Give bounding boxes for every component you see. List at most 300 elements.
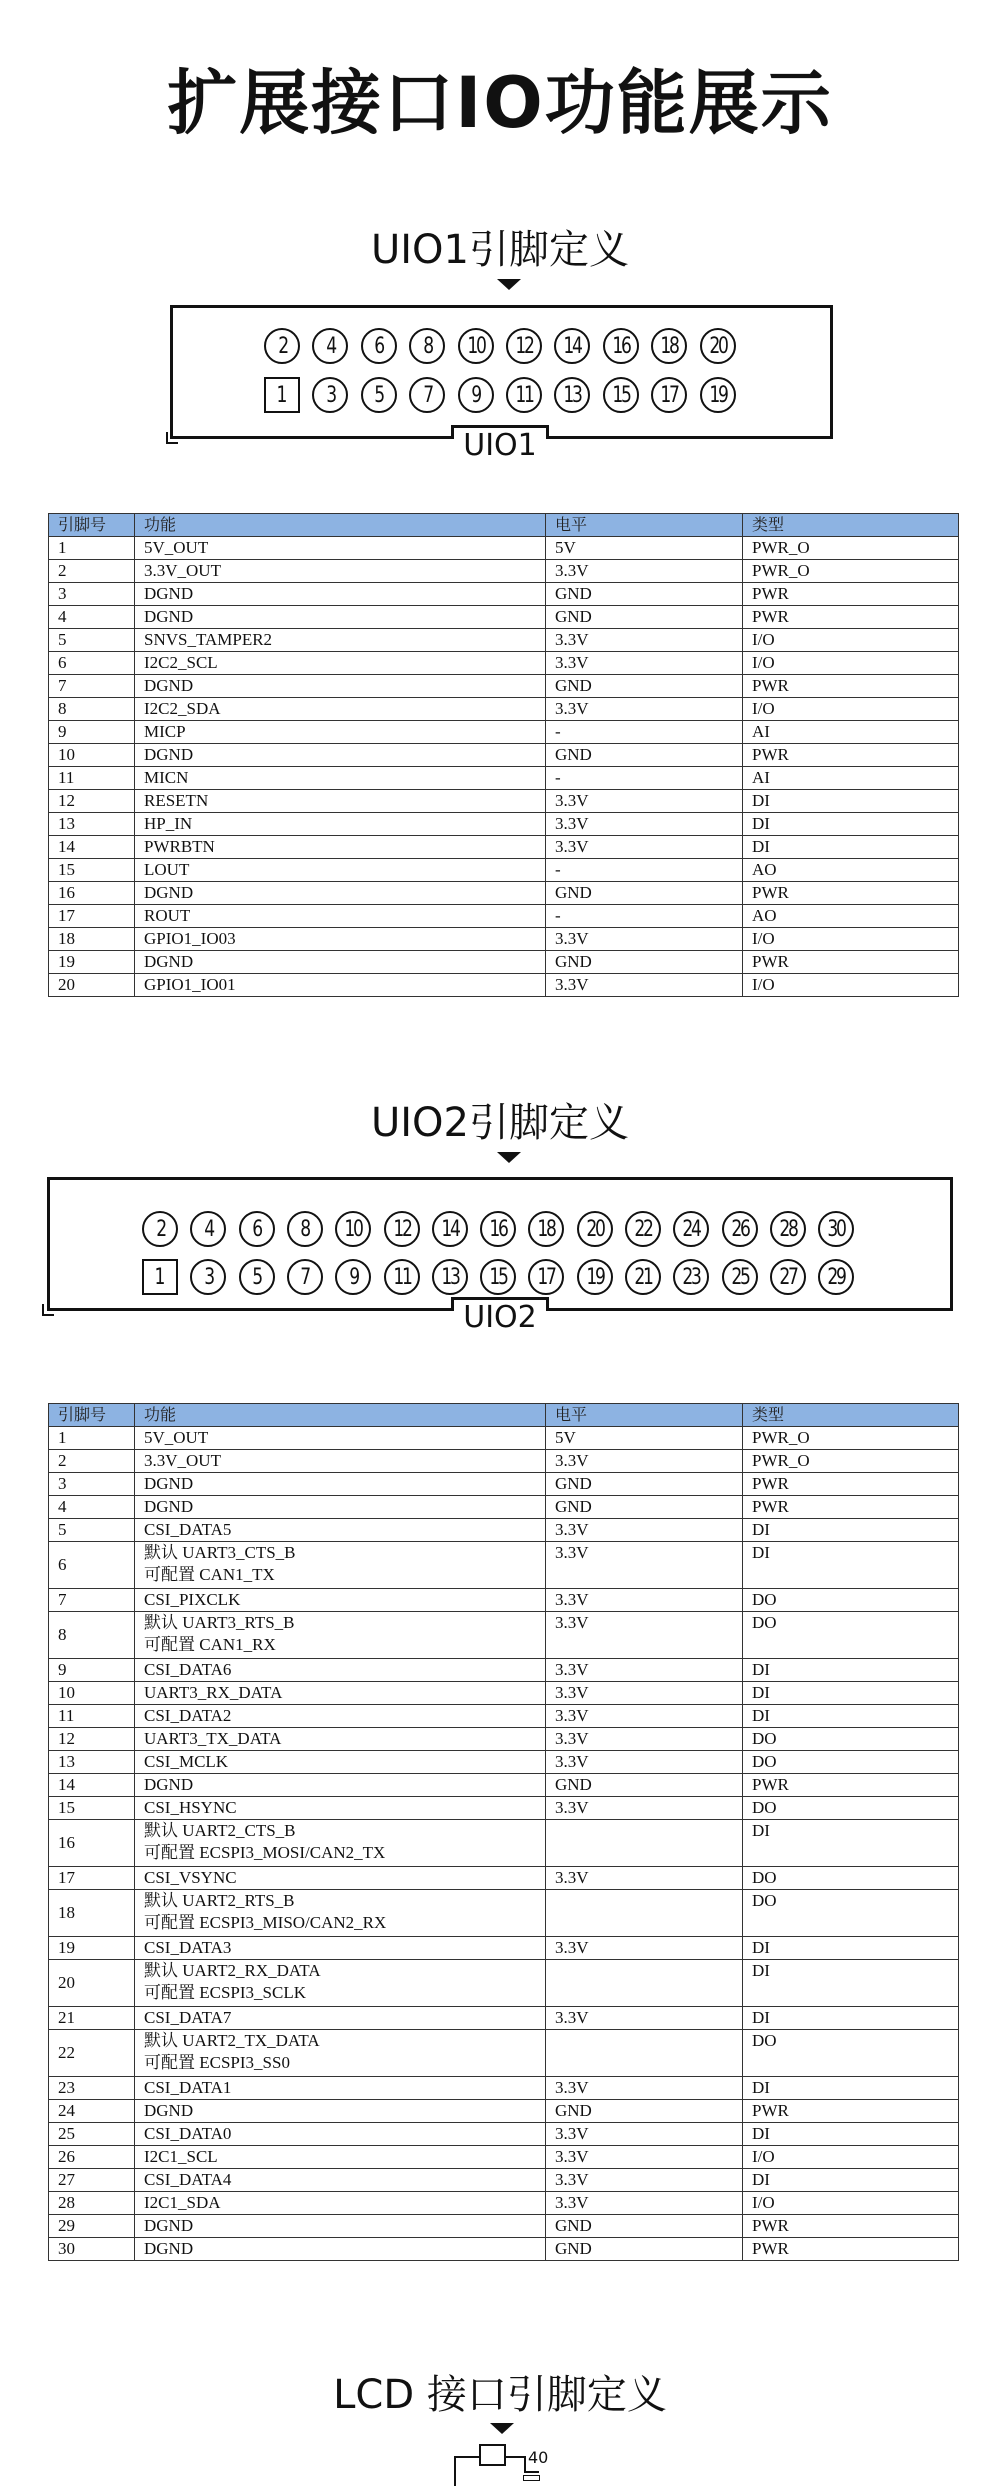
- function-line: 3.3V_OUT: [144, 561, 221, 580]
- function-line: CSI_DATA3: [144, 1938, 232, 1957]
- pin-number: 15: [489, 1264, 507, 1290]
- cell-type: AO: [743, 905, 959, 928]
- table-row: [49, 905, 959, 928]
- cell-pin-number: 2: [49, 1450, 135, 1473]
- cell-pin-number: 18: [49, 928, 135, 951]
- cell-type: I/O: [743, 2192, 959, 2215]
- cell-type: DO: [743, 1589, 959, 1612]
- function-line: DGND: [144, 584, 194, 603]
- cell-function: [135, 744, 546, 767]
- function-line: 可配置 ECSPI3_MISO/CAN2_RX: [144, 1913, 387, 1932]
- uio1-section-title: UIO1引脚定义: [370, 227, 629, 273]
- uio1-connector-outline: [170, 305, 833, 439]
- function-line: DGND: [144, 2239, 194, 2258]
- cell-function: [135, 1797, 546, 1820]
- cell-type: DI: [743, 1519, 959, 1542]
- table-row: [49, 2238, 959, 2261]
- cell-level: 3.3V: [546, 790, 743, 813]
- table-row: [49, 721, 959, 744]
- cell-pin-number: 2: [49, 560, 135, 583]
- table-row: [49, 1751, 959, 1774]
- cell-pin-number: 19: [49, 951, 135, 974]
- cell-level: 3.3V: [546, 1867, 743, 1890]
- pin-number: 1: [276, 382, 288, 408]
- pin-6: [361, 328, 397, 364]
- table-row: [49, 1542, 959, 1589]
- pin-number: 2: [277, 333, 287, 359]
- table-row: [49, 813, 959, 836]
- cell-function: [135, 1890, 546, 1937]
- cell-pin-number: 6: [49, 652, 135, 675]
- table-row: [49, 790, 959, 813]
- pin-15: [480, 1259, 516, 1295]
- table-row: [49, 1774, 959, 1797]
- table-row: [49, 1450, 959, 1473]
- cell-type: DI: [743, 1705, 959, 1728]
- cell-pin-number: 17: [49, 1867, 135, 1890]
- pin-number: 5: [374, 382, 384, 408]
- cell-function: [135, 1751, 546, 1774]
- cell-pin-number: 16: [49, 882, 135, 905]
- pin-26: [722, 1211, 758, 1247]
- cell-type: PWR: [743, 1496, 959, 1519]
- pin-8: [409, 328, 445, 364]
- cell-level: [546, 1960, 743, 2007]
- table-row: [49, 2169, 959, 2192]
- table-row: [49, 2192, 959, 2215]
- function-line: CSI_HSYNC: [144, 1798, 237, 1817]
- cell-pin-number: 3: [49, 583, 135, 606]
- table-row: [49, 951, 959, 974]
- table-row: [49, 675, 959, 698]
- cell-pin-number: 16: [49, 1820, 135, 1867]
- cell-function: [135, 836, 546, 859]
- pin-number: 6: [252, 1216, 261, 1242]
- table-row: [49, 882, 959, 905]
- cell-function: [135, 2030, 546, 2077]
- pin-number: 10: [344, 1216, 362, 1242]
- function-line: PWRBTN: [144, 837, 215, 856]
- cell-pin-number: 9: [49, 1659, 135, 1682]
- lcd-outline-top-left: [454, 2456, 479, 2458]
- cell-type: DI: [743, 790, 959, 813]
- function-line: I2C1_SCL: [144, 2147, 218, 2166]
- function-line: MICN: [144, 768, 189, 787]
- pin-12: [384, 1211, 420, 1247]
- function-line: CSI_DATA4: [144, 2170, 232, 2189]
- cell-pin-number: 20: [49, 974, 135, 997]
- lcd-outline-top-right: [506, 2456, 525, 2458]
- pin-number: 22: [634, 1216, 652, 1242]
- cell-type: I/O: [743, 928, 959, 951]
- cell-function: [135, 2215, 546, 2238]
- function-line: CSI_DATA1: [144, 2078, 232, 2097]
- cell-level: GND: [546, 606, 743, 629]
- function-line: 3.3V_OUT: [144, 1451, 221, 1470]
- pin-10: [458, 328, 494, 364]
- cell-pin-number: 13: [49, 813, 135, 836]
- cell-function: [135, 928, 546, 951]
- function-line: CSI_DATA7: [144, 2008, 232, 2027]
- function-line: DGND: [144, 952, 194, 971]
- cell-type: DO: [743, 1797, 959, 1820]
- cell-pin-number: 5: [49, 629, 135, 652]
- cell-type: PWR: [743, 606, 959, 629]
- cell-pin-number: 27: [49, 2169, 135, 2192]
- cell-function: [135, 2007, 546, 2030]
- cell-function: [135, 2169, 546, 2192]
- cell-function: [135, 974, 546, 997]
- cell-level: 3.3V: [546, 1797, 743, 1820]
- lcd-key-box: [479, 2444, 506, 2466]
- cell-function: [135, 1519, 546, 1542]
- cell-type: DI: [743, 2077, 959, 2100]
- pin-19: [577, 1259, 613, 1295]
- cell-type: PWR: [743, 951, 959, 974]
- header-function: 功能: [135, 1404, 546, 1427]
- cell-pin-number: 14: [49, 836, 135, 859]
- pin-21: [625, 1259, 661, 1295]
- lcd-outline-step: [524, 2471, 539, 2473]
- table-row: [49, 2215, 959, 2238]
- pin-number: 5: [252, 1264, 261, 1290]
- cell-pin-number: 20: [49, 1960, 135, 2007]
- cell-type: DO: [743, 1867, 959, 1890]
- cell-function: [135, 2238, 546, 2261]
- function-line: 可配置 ECSPI3_MOSI/CAN2_TX: [144, 1843, 386, 1862]
- function-line: I2C1_SDA: [144, 2193, 221, 2212]
- cell-type: PWR: [743, 2215, 959, 2238]
- cell-type: PWR: [743, 1774, 959, 1797]
- pin-number: 20: [586, 1216, 604, 1242]
- pin-18: [651, 328, 687, 364]
- cell-level: 3.3V: [546, 1728, 743, 1751]
- pin-number: 29: [827, 1264, 845, 1290]
- function-line: 默认 UART2_RX_DATA: [144, 1961, 321, 1980]
- cell-pin-number: 25: [49, 2123, 135, 2146]
- pin-1: [142, 1259, 178, 1295]
- function-line: 默认 UART2_TX_DATA: [144, 2031, 320, 2050]
- pin-number: 3: [326, 382, 335, 408]
- cell-function: [135, 1820, 546, 1867]
- function-line: 可配置 ECSPI3_SS0: [144, 2053, 290, 2072]
- cell-level: -: [546, 767, 743, 790]
- cell-level: GND: [546, 1496, 743, 1519]
- table-row: [49, 2146, 959, 2169]
- pin-number: 14: [563, 333, 581, 359]
- cell-function: [135, 1682, 546, 1705]
- cell-level: GND: [546, 583, 743, 606]
- uio1-pin-table: [48, 513, 959, 997]
- cell-level: 3.3V: [546, 652, 743, 675]
- cell-level: [546, 1820, 743, 1867]
- function-line: 可配置 CAN1_TX: [144, 1565, 275, 1584]
- cell-function: [135, 859, 546, 882]
- cell-function: [135, 951, 546, 974]
- cell-level: 5V: [546, 1427, 743, 1450]
- cell-pin-number: 22: [49, 2030, 135, 2077]
- cell-type: PWR: [743, 2100, 959, 2123]
- table-row: [49, 928, 959, 951]
- function-line: CSI_DATA0: [144, 2124, 232, 2143]
- table-row: [49, 1496, 959, 1519]
- cell-type: PWR_O: [743, 537, 959, 560]
- function-line: 默认 UART3_CTS_B: [144, 1543, 296, 1562]
- cell-type: I/O: [743, 2146, 959, 2169]
- function-line: 默认 UART2_RTS_B: [144, 1891, 295, 1910]
- cell-type: DI: [743, 1820, 959, 1867]
- cell-pin-number: 11: [49, 767, 135, 790]
- pin-number: 19: [586, 1264, 604, 1290]
- cell-pin-number: 19: [49, 1937, 135, 1960]
- cell-level: 3.3V: [546, 1751, 743, 1774]
- table-row: [49, 1797, 959, 1820]
- pin-number: 28: [779, 1216, 797, 1242]
- cell-type: PWR_O: [743, 1427, 959, 1450]
- cell-pin-number: 18: [49, 1890, 135, 1937]
- cell-level: GND: [546, 2238, 743, 2261]
- cell-type: I/O: [743, 629, 959, 652]
- lcd-section-title: LCD 接口引脚定义: [333, 2372, 667, 2418]
- pin-number: 12: [392, 1216, 411, 1242]
- table-header-row: [49, 1404, 959, 1427]
- table-row: [49, 2007, 959, 2030]
- function-line: DGND: [144, 2101, 194, 2120]
- cell-function: [135, 767, 546, 790]
- cell-level: GND: [546, 2100, 743, 2123]
- cell-pin-number: 8: [49, 698, 135, 721]
- cell-function: [135, 790, 546, 813]
- function-line: CSI_DATA6: [144, 1660, 232, 1679]
- pin-2: [264, 328, 300, 364]
- cell-level: 3.3V: [546, 1612, 743, 1659]
- cell-function: [135, 1960, 546, 2007]
- table-row: [49, 1728, 959, 1751]
- cell-function: [135, 1496, 546, 1519]
- cell-pin-number: 6: [49, 1542, 135, 1589]
- function-line: CSI_VSYNC: [144, 1868, 237, 1887]
- pin-number: 1: [154, 1264, 166, 1290]
- cell-function: [135, 675, 546, 698]
- function-line: 5V_OUT: [144, 1428, 209, 1447]
- cell-type: I/O: [743, 698, 959, 721]
- cell-type: PWR: [743, 583, 959, 606]
- table-row: [49, 2077, 959, 2100]
- pin-13: [432, 1259, 468, 1295]
- cell-level: GND: [546, 951, 743, 974]
- cell-level: -: [546, 905, 743, 928]
- function-line: I2C2_SCL: [144, 653, 218, 672]
- cell-function: [135, 560, 546, 583]
- function-line: CSI_DATA2: [144, 1706, 232, 1725]
- table-row: [49, 2123, 959, 2146]
- header-function: 功能: [135, 514, 546, 537]
- cell-pin-number: 12: [49, 790, 135, 813]
- cell-type: PWR: [743, 744, 959, 767]
- table-row: [49, 1659, 959, 1682]
- cell-function: [135, 1427, 546, 1450]
- table-row: [49, 836, 959, 859]
- pin-19: [700, 377, 736, 413]
- header-level: 电平: [546, 1404, 743, 1427]
- pin-number: 16: [612, 333, 630, 359]
- cell-type: DO: [743, 1612, 959, 1659]
- cell-level: -: [546, 859, 743, 882]
- table-row: [49, 1612, 959, 1659]
- cell-level: 3.3V: [546, 2146, 743, 2169]
- cell-function: [135, 1867, 546, 1890]
- function-line: RESETN: [144, 791, 209, 810]
- cell-pin-number: 14: [49, 1774, 135, 1797]
- cell-type: DI: [743, 813, 959, 836]
- cell-pin-number: 1: [49, 537, 135, 560]
- cell-function: [135, 1659, 546, 1682]
- cell-function: [135, 1450, 546, 1473]
- function-line: DGND: [144, 745, 194, 764]
- cell-type: AO: [743, 859, 959, 882]
- pin-5: [361, 377, 397, 413]
- table-row: [49, 767, 959, 790]
- cell-function: [135, 606, 546, 629]
- cell-level: 3.3V: [546, 2192, 743, 2215]
- function-line: 5V_OUT: [144, 538, 209, 557]
- cell-function: [135, 1705, 546, 1728]
- cell-pin-number: 5: [49, 1519, 135, 1542]
- cell-pin-number: 23: [49, 2077, 135, 2100]
- pin-number: 13: [441, 1264, 459, 1290]
- cell-level: GND: [546, 744, 743, 767]
- table-row: [49, 629, 959, 652]
- pin-28: [770, 1211, 806, 1247]
- uio2-connector-label: UIO2: [463, 1300, 537, 1335]
- cell-level: 3.3V: [546, 1682, 743, 1705]
- cell-type: AI: [743, 721, 959, 744]
- function-line: I2C2_SDA: [144, 699, 221, 718]
- cell-type: DO: [743, 1751, 959, 1774]
- cell-level: 3.3V: [546, 698, 743, 721]
- function-line: CSI_PIXCLK: [144, 1590, 241, 1609]
- table-row: [49, 537, 959, 560]
- function-line: 默认 UART3_RTS_B: [144, 1613, 295, 1632]
- table-row: [49, 1705, 959, 1728]
- cell-level: [546, 2030, 743, 2077]
- pin-number: 3: [204, 1264, 213, 1290]
- pin-7: [409, 377, 445, 413]
- cell-level: 3.3V: [546, 1937, 743, 1960]
- cell-pin-number: 10: [49, 744, 135, 767]
- function-line: UART3_TX_DATA: [144, 1729, 282, 1748]
- pin-number: 8: [422, 333, 432, 359]
- function-line: DGND: [144, 2216, 194, 2235]
- pin-7: [287, 1259, 323, 1295]
- cell-pin-number: 15: [49, 859, 135, 882]
- pin-number: 20: [709, 333, 727, 359]
- cell-type: DI: [743, 1937, 959, 1960]
- cell-function: [135, 2146, 546, 2169]
- uio2-pin-table: [48, 1403, 959, 2261]
- page-title: 扩展接口IO功能展示: [167, 62, 833, 144]
- header-level: 电平: [546, 514, 743, 537]
- pin-number: 17: [537, 1264, 555, 1290]
- function-line: UART3_RX_DATA: [144, 1683, 283, 1702]
- cell-function: [135, 1937, 546, 1960]
- cell-pin-number: 9: [49, 721, 135, 744]
- pin-number: 13: [563, 382, 581, 408]
- pin-number: 7: [300, 1264, 310, 1290]
- table-row: [49, 560, 959, 583]
- pin-25: [722, 1259, 758, 1295]
- table-row: [49, 698, 959, 721]
- cell-function: [135, 1589, 546, 1612]
- pin-number: 23: [682, 1264, 700, 1290]
- cell-pin-number: 10: [49, 1682, 135, 1705]
- function-line: 默认 UART2_CTS_B: [144, 1821, 296, 1840]
- pin-number: 25: [731, 1264, 749, 1290]
- cell-level: GND: [546, 1473, 743, 1496]
- pin-10: [335, 1211, 371, 1247]
- cell-type: DI: [743, 1682, 959, 1705]
- function-line: DGND: [144, 607, 194, 626]
- cell-type: DI: [743, 2169, 959, 2192]
- function-line: HP_IN: [144, 814, 193, 833]
- table-header-row: [49, 514, 959, 537]
- table-row: [49, 744, 959, 767]
- function-line: GPIO1_IO03: [144, 929, 236, 948]
- cell-function: [135, 698, 546, 721]
- cell-type: PWR_O: [743, 1450, 959, 1473]
- table-row: [49, 2100, 959, 2123]
- table-row: [49, 1867, 959, 1890]
- table-row: [49, 606, 959, 629]
- cell-level: GND: [546, 1774, 743, 1797]
- cell-function: [135, 2123, 546, 2146]
- function-line: LOUT: [144, 860, 190, 879]
- table-row: [49, 1890, 959, 1937]
- cell-pin-number: 1: [49, 1427, 135, 1450]
- pin-9: [335, 1259, 371, 1295]
- cell-function: [135, 1612, 546, 1659]
- cell-level: 3.3V: [546, 629, 743, 652]
- pin-number: 27: [779, 1264, 797, 1290]
- pin-number: 18: [537, 1216, 555, 1242]
- pin-number: 24: [682, 1216, 700, 1242]
- down-arrow-icon: [497, 1152, 521, 1163]
- cell-level: GND: [546, 2215, 743, 2238]
- cell-pin-number: 8: [49, 1612, 135, 1659]
- pin-14: [432, 1211, 468, 1247]
- pin-number: 11: [392, 1264, 411, 1290]
- pin-16: [603, 328, 639, 364]
- function-line: MICP: [144, 722, 186, 741]
- pin-number: 9: [471, 382, 480, 408]
- table-row: [49, 1519, 959, 1542]
- cell-function: [135, 1728, 546, 1751]
- cell-level: GND: [546, 882, 743, 905]
- pin-22: [625, 1211, 661, 1247]
- pin-number: 16: [489, 1216, 507, 1242]
- pin-11: [506, 377, 542, 413]
- cell-type: I/O: [743, 652, 959, 675]
- cell-type: DI: [743, 1960, 959, 2007]
- function-line: DGND: [144, 676, 194, 695]
- cell-function: [135, 1473, 546, 1496]
- cell-type: PWR: [743, 882, 959, 905]
- pin-20: [700, 328, 736, 364]
- cell-pin-number: 3: [49, 1473, 135, 1496]
- cell-level: [546, 1890, 743, 1937]
- cell-type: DO: [743, 1728, 959, 1751]
- cell-level: 3.3V: [546, 2123, 743, 2146]
